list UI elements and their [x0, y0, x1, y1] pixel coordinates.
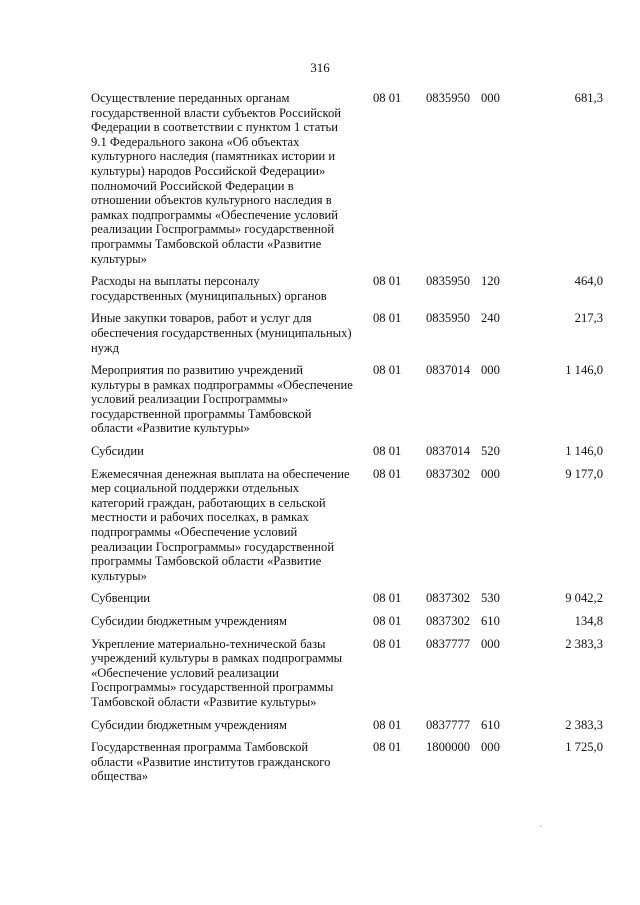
row-section-code: 08 01: [373, 91, 402, 105]
row-target-code: 0837777: [426, 717, 471, 732]
row-expense-type: 530: [481, 591, 500, 606]
row-target-code: 0837014: [426, 444, 471, 459]
row-amount: 134,8: [574, 614, 603, 628]
row-expense-type: 000: [481, 363, 500, 378]
row-section-code: 08 01: [373, 740, 402, 755]
row-description: Укрепление материально-технической базы учреждений культуры в рамках подпрограммы «Обеспечение условий реализации Госпрограммы» государственной программы Тамбовской области «Развитие культуры»: [91, 636, 343, 709]
row-section-code: 08 01: [373, 311, 402, 326]
row-description: Субсидии бюджетным учреждениям: [91, 614, 287, 628]
row-amount: 9 042,2: [565, 591, 603, 606]
row-amount: 1 146,0: [565, 363, 603, 378]
row-target-code: 1800000: [426, 740, 471, 755]
row-amount: 1 725,0: [565, 740, 603, 755]
row-amount: 2 383,3: [565, 636, 603, 651]
scan-speck: [540, 826, 541, 827]
table-row: [91, 311, 603, 355]
row-description: Государственная программа Тамбовской области «Развитие институтов гражданского общества»: [91, 740, 331, 784]
table-row: [91, 614, 603, 629]
row-expense-type: 000: [481, 91, 500, 105]
row-target-code: 0837302: [426, 466, 471, 481]
budget-table: [91, 91, 603, 792]
row-target-code: 0835950: [426, 274, 471, 289]
row-section-code: 08 01: [373, 274, 402, 289]
row-expense-type: 000: [481, 740, 500, 755]
row-section-code: 08 01: [373, 636, 402, 651]
row-section-code: 08 01: [373, 591, 402, 606]
row-target-code: 0837014: [426, 363, 471, 378]
row-description: Ежемесячная денежная выплата на обеспечение мер социальной поддержки отдельных категорий граждан, работающих в сельской местности и рабочих поселках, в рамках подпрограммы «Обеспечение условий реализации Госпрограммы» государственной программы Тамбовской области «Развитие культуры»: [91, 466, 350, 583]
row-amount: 681,3: [574, 91, 603, 105]
row-target-code: 0837777: [426, 636, 471, 651]
row-expense-type: 520: [481, 444, 500, 459]
row-target-code: 0837302: [426, 614, 471, 628]
row-amount: 9 177,0: [565, 466, 603, 481]
row-expense-type: 240: [481, 311, 500, 326]
row-target-code: 0835950: [426, 311, 471, 326]
table-row: [91, 637, 603, 710]
table-row: [91, 591, 603, 606]
table-row: [91, 444, 603, 459]
table-row: [91, 740, 603, 784]
row-amount: 464,0: [574, 274, 603, 289]
row-description: Осуществление переданных органам государственной власти субъектов Российской Федерации в соответствии с пунктом 1 статьи 9.1 Федерального закона «Об объектах культурного наследия (памятниках истории и культуры) народов Российской Федерации» полномочий Российской Федерации в отношении объектов культурного наследия в рамках подпрограммы «Обеспечение условий реализации Госпрограммы» государственной программы Тамбовской области «Развитие культуры»: [91, 91, 342, 266]
row-section-code: 08 01: [373, 363, 402, 378]
row-description: Мероприятия по развитию учреждений культуры в рамках подпрограммы «Обеспечение условий реализации Госпрограммы» государственной программы Тамбовской области «Развитие культуры»: [91, 363, 353, 436]
row-description: Субсидии: [91, 444, 144, 459]
page-number: 316: [310, 60, 330, 75]
row-expense-type: 610: [481, 717, 500, 732]
row-section-code: 08 01: [373, 614, 402, 628]
row-expense-type: 000: [481, 636, 500, 651]
table-row: [91, 467, 603, 584]
row-expense-type: 000: [481, 466, 500, 481]
table-row: [91, 718, 603, 733]
row-target-code: 0837302: [426, 591, 471, 606]
row-description: Субсидии бюджетным учреждениям: [91, 717, 287, 732]
row-amount: 1 146,0: [565, 444, 603, 459]
table-row: [91, 363, 603, 436]
table-row: [91, 91, 603, 266]
row-section-code: 08 01: [373, 466, 402, 481]
row-description: Иные закупки товаров, работ и услуг для обеспечения государственных (муниципальных) нужд: [91, 311, 352, 355]
row-expense-type: 120: [481, 274, 500, 289]
row-section-code: 08 01: [373, 444, 402, 459]
table-row: [91, 274, 603, 303]
row-expense-type: 610: [481, 614, 500, 628]
row-target-code: 0835950: [426, 91, 471, 105]
row-amount: 2 383,3: [565, 717, 603, 732]
row-description: Расходы на выплаты персоналу государственных (муниципальных) органов: [91, 274, 327, 303]
row-description: Субвенции: [91, 591, 151, 606]
row-section-code: 08 01: [373, 717, 402, 732]
row-amount: 217,3: [574, 311, 603, 326]
